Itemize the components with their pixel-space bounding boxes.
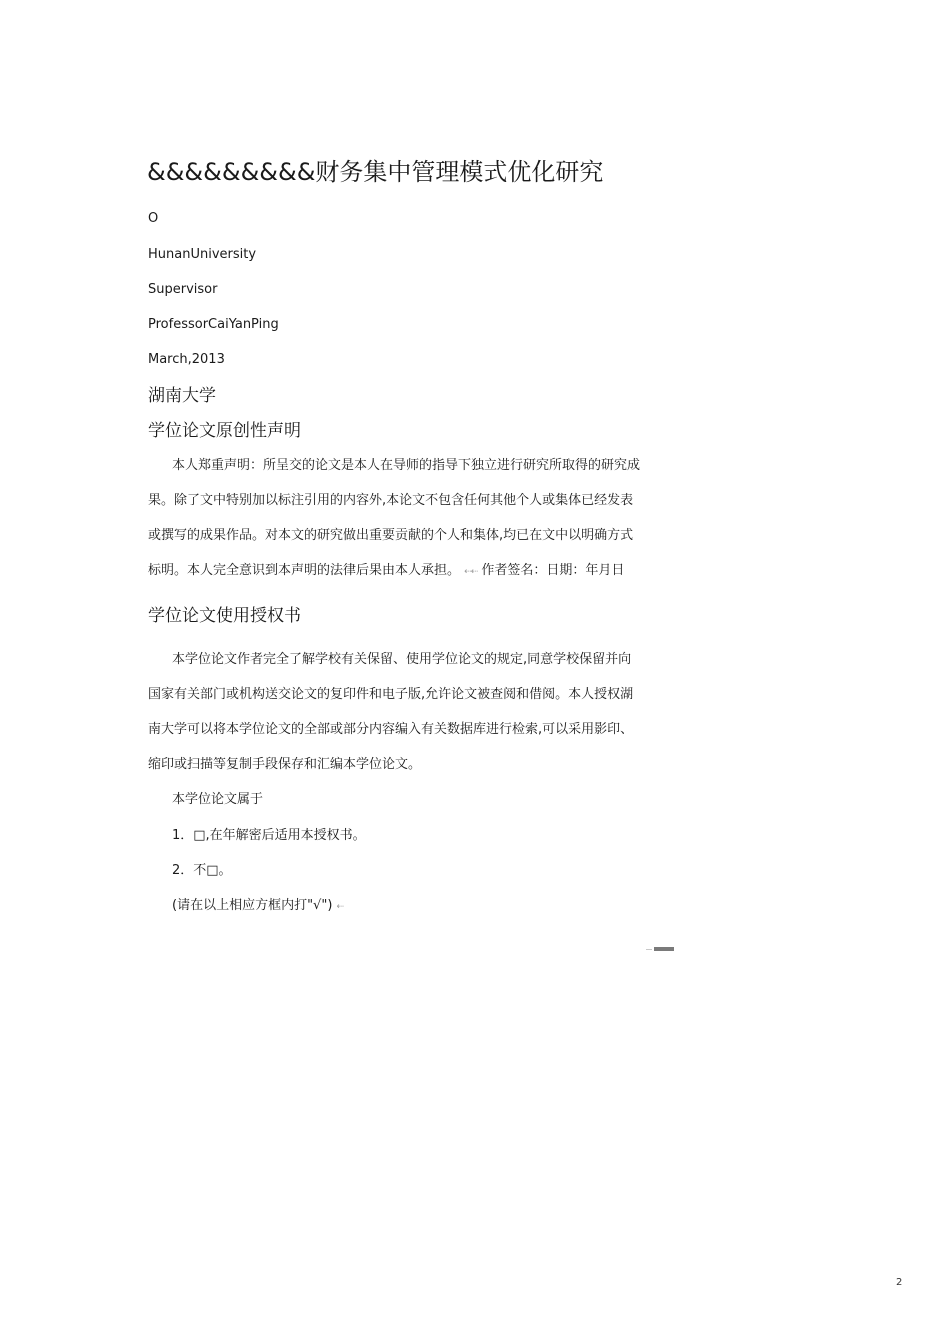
authorization-heading: 学位论文使用授权书 bbox=[148, 606, 301, 626]
authorization-line: 本学位论文作者完全了解学校有关保留、使用学位论文的规定,同意学校保留并向 bbox=[172, 652, 632, 667]
stray-character: O bbox=[148, 211, 159, 226]
originality-last-line bbox=[148, 563, 624, 580]
belongs-to-label: 本学位论文属于 bbox=[172, 792, 264, 807]
instruction-text: (请在以上相应方框内打"√") bbox=[172, 898, 333, 913]
arrow-mark-icon: ⇠ bbox=[336, 902, 344, 912]
option-one: 1．□,在年解密后适用本授权书。 bbox=[172, 828, 366, 843]
originality-heading: 学位论文原创性声明 bbox=[148, 421, 301, 441]
originality-line: 本人郑重声明：所呈交的论文是本人在导师的指导下独立进行研究所取得的研究成 bbox=[172, 458, 641, 473]
university-name-cn: 湖南大学 bbox=[148, 386, 216, 406]
university-name: HunanUniversity bbox=[148, 247, 257, 262]
supervisor-label: Supervisor bbox=[148, 282, 218, 297]
supervisor-name: ProfessorCaiYanPing bbox=[148, 317, 279, 332]
authorization-line: 缩印或扫描等复制手段保存和汇编本学位论文。 bbox=[148, 757, 422, 772]
originality-line: 或撰写的成果作品。对本文的研究做出重要贡献的个人和集体,均已在文中以明确方式 bbox=[148, 528, 634, 543]
decorative-bar bbox=[654, 947, 674, 951]
instruction-line bbox=[172, 898, 343, 915]
originality-line: 果。除了文中特别加以标注引用的内容外,本论文不包含任何其他个人或集体已经发表 bbox=[148, 493, 634, 508]
signature-line: 作者签名：日期：年月日 bbox=[481, 563, 625, 578]
option-two: 2．不□。 bbox=[172, 863, 232, 878]
decorative-tick bbox=[646, 949, 652, 950]
thesis-title: &&&&&&&&&财务集中管理模式优化研究 bbox=[147, 158, 604, 186]
originality-last-line-text: 标明。本人完全意识到本声明的法律后果由本人承担。 bbox=[148, 563, 461, 578]
authorization-line: 南大学可以将本学位论文的全部或部分内容编入有关数据库进行检索,可以采用影印、 bbox=[148, 722, 634, 737]
arrow-mark-icon: ⇠⇠ bbox=[464, 567, 478, 577]
page-number: 2 bbox=[896, 1277, 903, 1288]
authorization-line: 国家有关部门或机构送交论文的复印件和电子版,允许论文被查阅和借阅。本人授权湖 bbox=[148, 687, 634, 702]
thesis-date: March,2013 bbox=[148, 352, 225, 367]
